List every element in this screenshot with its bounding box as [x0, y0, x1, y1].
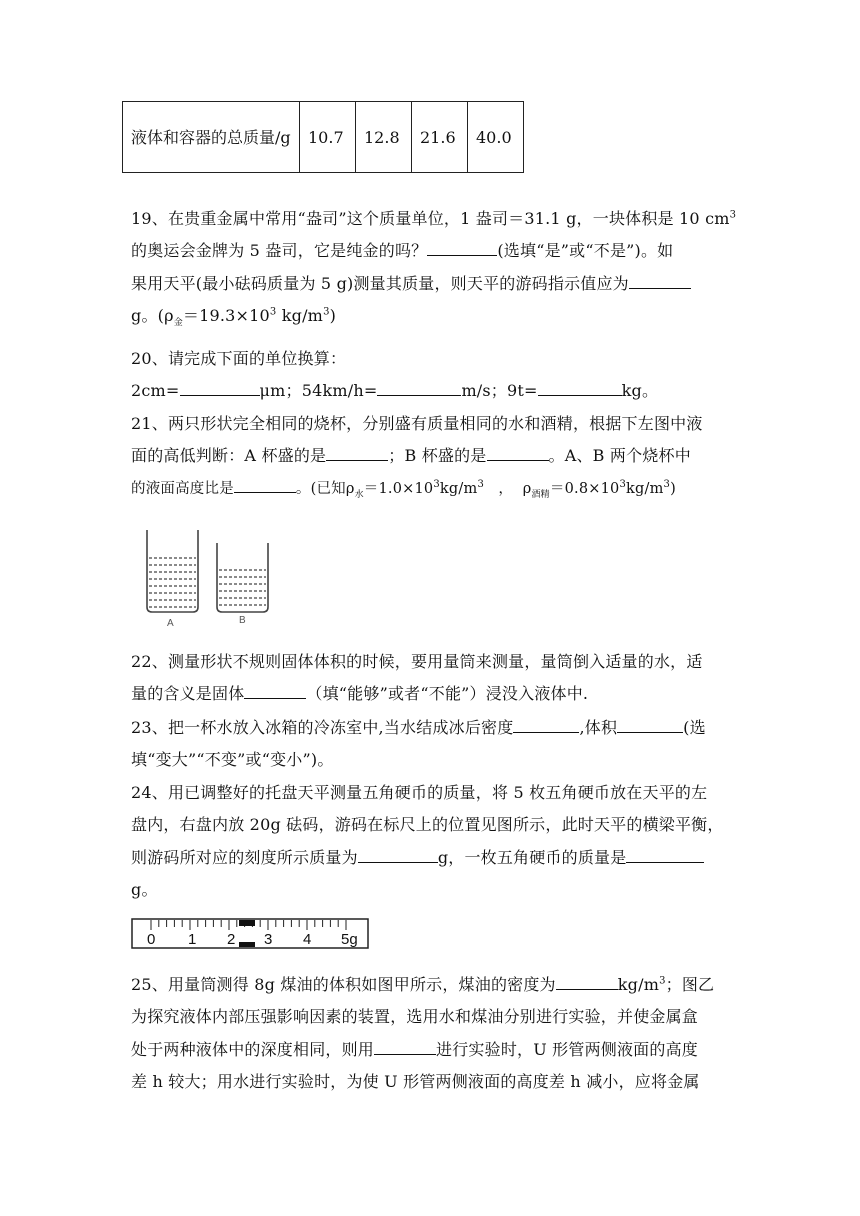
text: ；图乙 [665, 975, 715, 994]
question-line: 22、测量形状不规则固体体积的时候，要用量筒来测量，量筒倒入适量的水，适 [131, 652, 703, 671]
balance-ruler-figure [131, 918, 371, 950]
question-21 [131, 408, 741, 505]
superscript: 3 [477, 478, 484, 490]
superscript: 3 [619, 478, 627, 490]
question-20 [131, 343, 741, 408]
beakers-figure [135, 525, 285, 630]
text: 量的含义是固体 [131, 684, 245, 704]
text: m/s；9t= [461, 381, 538, 401]
table-cell: 10.7 [300, 102, 356, 173]
answer-blank[interactable] [234, 478, 296, 493]
ruler-label: 4 [303, 931, 312, 948]
table-cell: 40.0 [468, 102, 524, 173]
text: kg/m [626, 480, 664, 497]
text: 。A、B 两个烧杯中 [548, 446, 691, 466]
text: kg/m [276, 306, 324, 326]
question-line [131, 473, 741, 505]
answer-blank[interactable] [617, 718, 683, 733]
question-line [131, 842, 741, 874]
subscript: 酒精 [531, 489, 550, 500]
text: g，一枚五角硬币的质量是 [437, 847, 627, 867]
text: 处于两种液体中的深度相同，则用 [131, 1039, 375, 1059]
superscript: 3 [323, 306, 330, 318]
answer-blank[interactable] [377, 381, 461, 396]
superscript: 3 [269, 306, 277, 318]
text: 。(已知ρ [295, 480, 355, 497]
question-25 [131, 969, 741, 1099]
text: 果用天平(最小砝码质量为 5 g)测量其质量，则天平的游码指示值应为 [131, 273, 629, 293]
ruler-label: 2 [227, 931, 236, 948]
text: 进行实验时，U 形管两侧液面的高度 [436, 1039, 698, 1059]
text: （填“能够”或者“不能”）浸没入液体中. [306, 684, 589, 704]
question-line: 差 h 较大；用水进行实验时，为使 U 形管两侧液面的高度差 h 减小，应将金属 [131, 1072, 700, 1092]
text: 2cm= [131, 381, 180, 401]
text: kg/m [439, 480, 478, 497]
question-line: 20、请完成下面的单位换算： [131, 349, 347, 368]
answer-blank[interactable] [358, 848, 438, 863]
subscript: 金 [173, 318, 183, 329]
text: 则游码所对应的刻度所示质量为 [131, 847, 358, 867]
question-line [131, 235, 741, 267]
text: 面的高低判断：A 杯盛的是 [131, 446, 327, 466]
superscript: 3 [433, 478, 440, 490]
rider-top [239, 920, 255, 926]
text: μm；54km/h= [259, 381, 378, 401]
label-b: B [239, 615, 246, 626]
answer-blank[interactable] [427, 241, 497, 256]
question-24 [131, 777, 741, 907]
text: ,体积 [579, 718, 618, 737]
text: ) [329, 306, 337, 326]
text: kg。 [621, 381, 659, 401]
text: 23、把一杯水放入冰箱的冷冻室中,当水结成冰后密度 [131, 718, 514, 737]
question-line [131, 300, 741, 332]
answer-blank[interactable] [244, 684, 306, 699]
table-cell: 21.6 [412, 102, 468, 173]
superscript: 3 [729, 209, 737, 221]
question-line [131, 678, 741, 710]
text: ＝19.3×10 [182, 306, 270, 326]
table-row-label: 液体和容器的总质量/g [123, 102, 300, 173]
question-line: 为探究液体内部压强影响因素的装置，选用水和煤油分别进行实验，并使金属盒 [131, 1007, 699, 1027]
text: kg/m [617, 975, 660, 994]
text: (选 [683, 718, 706, 737]
answer-blank[interactable] [538, 381, 622, 396]
mass-table [122, 101, 524, 173]
question-line [131, 1034, 741, 1066]
answer-blank[interactable] [180, 381, 260, 396]
question-line [131, 440, 741, 472]
superscript: 3 [663, 478, 671, 490]
text: 的奥运会金牌为 5 盎司，它是纯金的吗？ [131, 241, 428, 261]
answer-blank[interactable] [487, 446, 549, 461]
ruler-label: 3 [264, 931, 273, 948]
text: ＝1.0×10 [363, 480, 434, 497]
ruler-label: 5g [341, 931, 358, 948]
table-cell: 12.8 [356, 102, 412, 173]
text: (选填“是”或“不是”)。如 [497, 241, 674, 261]
question-line [131, 375, 741, 407]
text: ＝0.8×10 [549, 480, 620, 497]
answer-blank[interactable] [513, 718, 579, 733]
question-line [131, 268, 741, 300]
answer-blank[interactable] [556, 975, 618, 990]
question-line: g。 [131, 880, 158, 900]
question-line [131, 969, 741, 1001]
question-23 [131, 712, 741, 777]
ruler-label: 0 [147, 931, 156, 948]
subscript: 水 [354, 489, 364, 500]
text: 的液面高度比是 [131, 480, 234, 497]
text: ；B 杯盛的是 [388, 446, 487, 466]
text: ， ρ [484, 480, 532, 497]
text: 25、用量筒测得 8g 煤油的体积如图甲所示，煤油的密度为 [131, 975, 556, 994]
question-line: 21、两只形状完全相同的烧杯，分别盛有质量相同的水和酒精，根据下左图中液 [131, 414, 703, 433]
ruler-label: 1 [188, 931, 197, 948]
text: ) [670, 480, 676, 497]
answer-blank[interactable] [374, 1040, 436, 1055]
text: 19、在贵重金属中常用“盎司”这个质量单位，1 盎司＝31.1 g，一块体积是 10 cm [131, 209, 730, 228]
question-line [131, 203, 741, 235]
superscript: 3 [659, 975, 666, 987]
answer-blank[interactable] [626, 848, 704, 863]
text: g。(ρ [131, 306, 174, 326]
question-line: 盘内，右盘内放 20g 砝码，游码在标尺上的位置见图所示，此时天平的横梁平衡， [131, 815, 724, 835]
answer-blank[interactable] [629, 274, 691, 289]
label-a: A [167, 618, 174, 629]
beaker-a [147, 530, 198, 612]
rider-bottom [239, 942, 255, 947]
question-22 [131, 646, 741, 711]
answer-blank[interactable] [326, 446, 388, 461]
question-19 [131, 203, 741, 333]
question-line [131, 712, 741, 744]
beaker-b [217, 543, 268, 612]
question-line: 24、用已调整好的托盘天平测量五角硬币的质量，将 5 枚五角硬币放在天平的左 [131, 783, 708, 802]
question-line: 填“变大”“不变”或“变小”)。 [131, 750, 334, 770]
table-row [123, 102, 524, 173]
